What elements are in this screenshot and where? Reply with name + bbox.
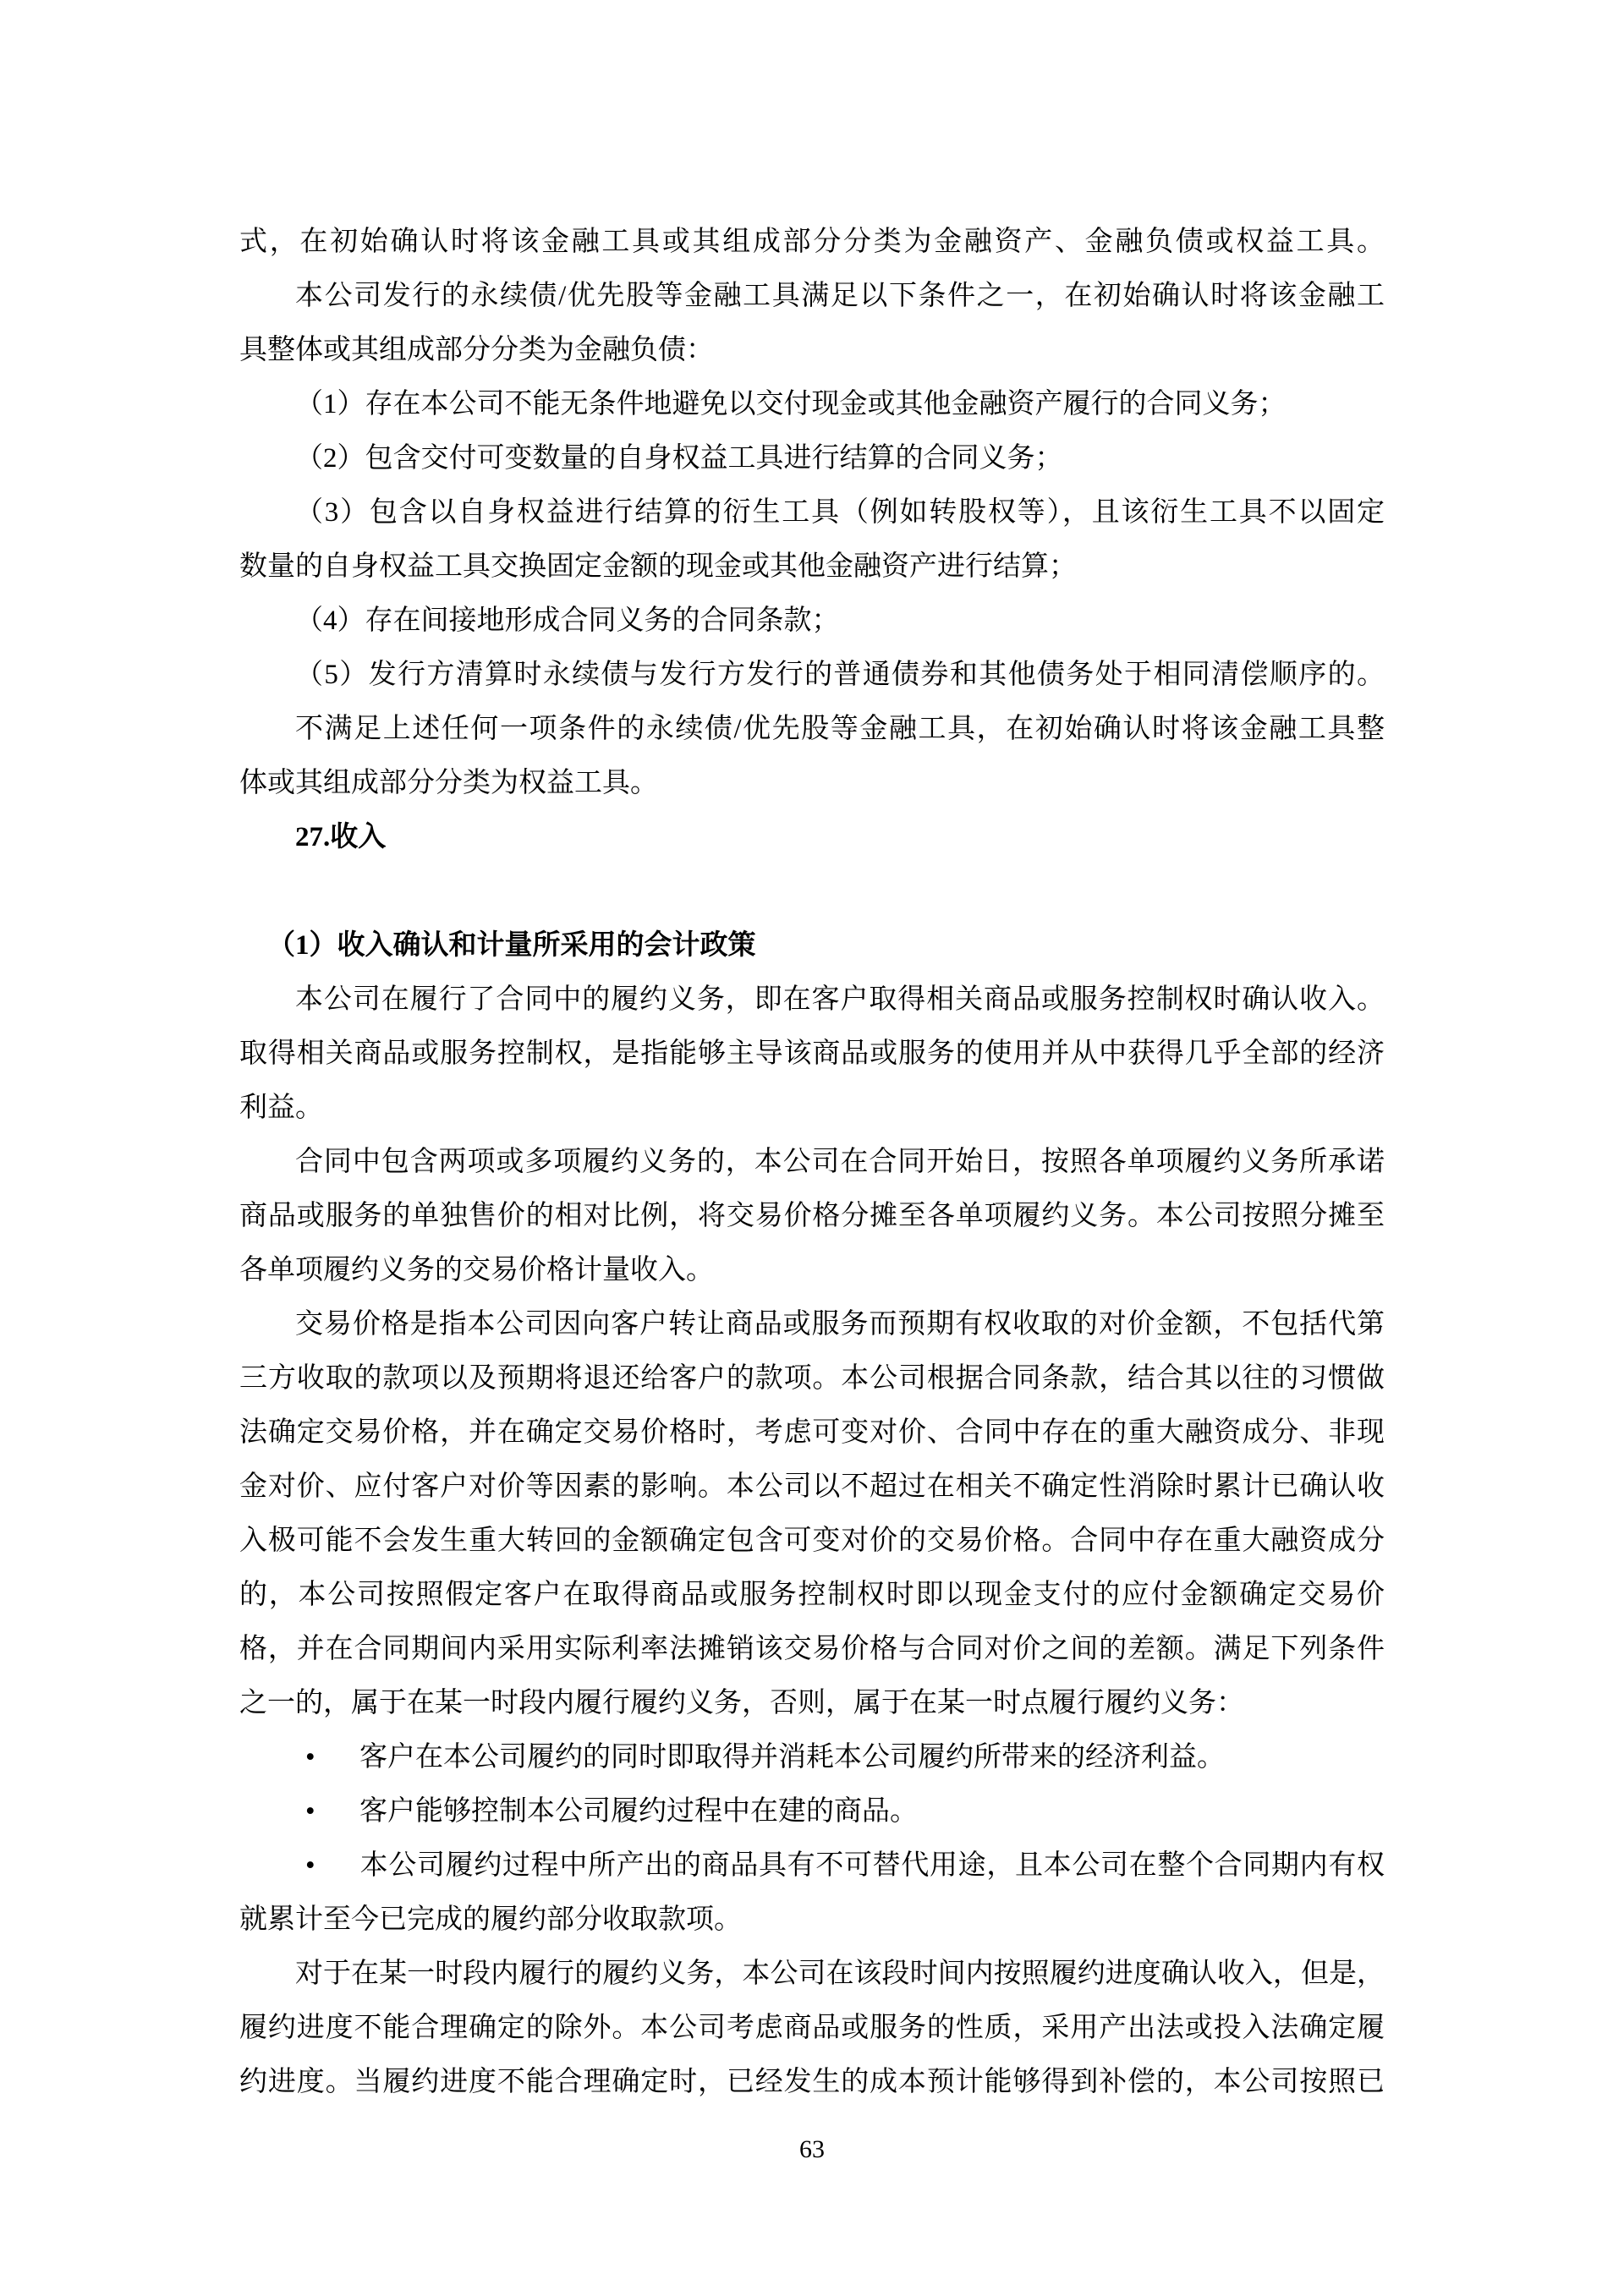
text-line: （4）存在间接地形成合同义务的合同条款； xyxy=(295,606,840,636)
text-line: • 客户能够控制本公司履约过程中在建的商品。 xyxy=(239,1784,1385,1838)
text-line: 交易价格是指本公司因向客户转让商品或服务而预期有权收取的对价金额，不包括代第 xyxy=(295,1309,1385,1340)
text-line: （1）存在本公司不能无条件地避免以交付现金或其他金融资产履行的合同义务； xyxy=(295,389,1287,419)
text-line: 对于在某一时段内履行的履约义务，本公司在该段时间内按照履约进度确认收入，但是， xyxy=(295,1959,1385,1989)
blank-line xyxy=(239,864,1385,918)
text-line: 式，在初始确认时将该金融工具或其组成部分分类为金融资产、金融负债或权益工具。 xyxy=(239,227,1385,257)
text-line: 格，并在合同期间内采用实际利率法摊销该交易价格与合同对价之间的差额。满足下列条件 xyxy=(239,1634,1385,1664)
text-line: 具整体或其组成部分分类为金融负债： xyxy=(239,335,714,365)
text-line: 本公司在履行了合同中的履约义务，即在客户取得相关商品或服务控制权时确认收入。 xyxy=(295,984,1385,1015)
text-line: • 本公司履约过程中所产出的商品具有不可替代用途，且本公司在整个合同期内有权 xyxy=(239,1838,1385,1893)
text-line: 本公司发行的永续债/优先股等金融工具满足以下条件之一，在初始确认时将该金融工 xyxy=(295,281,1385,311)
section-heading: （1）收入确认和计量所采用的会计政策 xyxy=(267,930,756,961)
section-heading: 27.收入 xyxy=(295,822,387,852)
text-line: 约进度。当履约进度不能合理确定时，已经发生的成本预计能够得到补偿的，本公司按照已 xyxy=(239,2067,1385,2097)
text-line: 体或其组成部分分类为权益工具。 xyxy=(239,768,658,798)
text-line: • 客户在本公司履约的同时即取得并消耗本公司履约所带来的经济利益。 xyxy=(239,1730,1385,1784)
bullet-icon: • xyxy=(305,1796,315,1827)
text-line: 法确定交易价格，并在确定交易价格时，考虑可变对价、合同中存在的重大融资成分、非现 xyxy=(239,1417,1385,1448)
page-content xyxy=(239,215,1385,2109)
bullet-icon: • xyxy=(305,1742,315,1773)
text-line: 就累计至今已完成的履约部分收取款项。 xyxy=(239,1904,742,1935)
text-line: （3）包含以自身权益进行结算的衍生工具（例如转股权等），且该衍生工具不以固定 xyxy=(295,497,1385,528)
text-line: 之一的，属于在某一时段内履行履约义务，否则，属于在某一时点履行履约义务： xyxy=(239,1688,1244,1718)
text-line: 的，本公司按照假定客户在取得商品或服务控制权时即以现金支付的应付金额确定交易价 xyxy=(239,1580,1385,1610)
text-line: （2）包含交付可变数量的自身权益工具进行结算的合同义务； xyxy=(295,443,1063,474)
text-line: 商品或服务的单独售价的相对比例，将交易价格分摊至各单项履约义务。本公司按照分摊至 xyxy=(239,1201,1385,1231)
text-line: 数量的自身权益工具交换固定金额的现金或其他金融资产进行结算； xyxy=(239,551,1077,582)
text-line: 入极可能不会发生重大转回的金额确定包含可变对价的交易价格。合同中存在重大融资成分 xyxy=(239,1526,1385,1556)
text-line: 取得相关商品或服务控制权，是指能够主导该商品或服务的使用并从中获得几乎全部的经济 xyxy=(239,1038,1385,1069)
text-line: 利益。 xyxy=(239,1093,323,1123)
text-line: 不满足上述任何一项条件的永续债/优先股等金融工具，在初始确认时将该金融工具整 xyxy=(295,714,1385,744)
bullet-icon: • xyxy=(305,1850,315,1881)
text-line: （5）发行方清算时永续债与发行方发行的普通债券和其他债务处于相同清偿顺序的。 xyxy=(295,660,1385,690)
text-line: 金对价、应付客户对价等因素的影响。本公司以不超过在相关不确定性消除时累计已确认收 xyxy=(239,1471,1385,1502)
text-line: 三方收取的款项以及预期将退还给客户的款项。本公司根据合同条款，结合其以往的习惯做 xyxy=(239,1363,1385,1394)
page-number: 63 xyxy=(799,2135,825,2163)
text-line: 履约进度不能合理确定的除外。本公司考虑商品或服务的性质，采用产出法或投入法确定履 xyxy=(239,2013,1385,2043)
text-line: 合同中包含两项或多项履约义务的，本公司在合同开始日，按照各单项履约义务所承诺 xyxy=(295,1147,1385,1177)
text-line: 各单项履约义务的交易价格计量收入。 xyxy=(239,1255,714,1285)
